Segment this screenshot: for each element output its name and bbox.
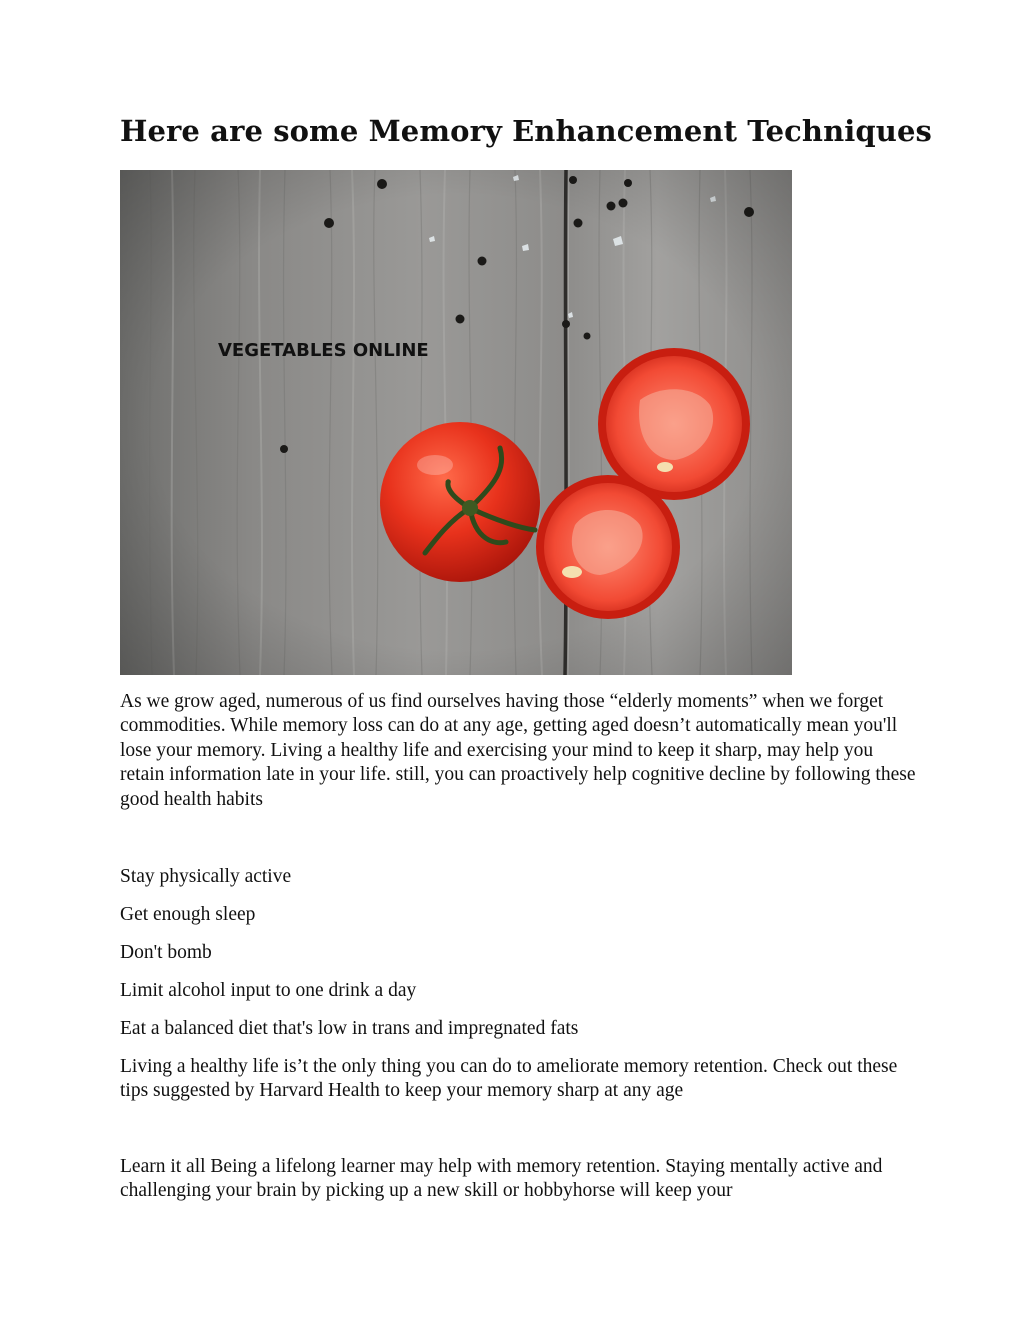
- tomatoes-photo: [120, 170, 792, 675]
- habit-item: Eat a balanced diet that's low in trans and impregnated fats: [120, 1018, 579, 1039]
- habit-item: Stay physically active: [120, 866, 292, 887]
- learn-paragraph: Learn it all Being a lifelong learner may help with memory retention. Staying mentally active and challenging your brain by picking up a new skill or hobbyhorse will keep your: [120, 1156, 883, 1202]
- intro-paragraph: As we grow aged, numerous of us find ourselves having those “elderly moments” when we forget commodities. While memory loss can do at any age, getting aged doesn’t automatically mean you'll lose your memory. Living a healthy life and exercising your mind to keep it sharp, may help you retain information late in your life. still, you can proactively help cognitive decline by following these good health habits: [120, 691, 916, 810]
- harvard-paragraph: Living a healthy life is’t the only thing you can do to ameliorate memory retention. Check out these tips suggested by Harvard Health to keep your memory sharp at any age: [120, 1056, 898, 1102]
- habit-item: Get enough sleep: [120, 904, 256, 925]
- habit-item: Don't bomb: [120, 942, 212, 963]
- habit-item: Limit alcohol input to one drink a day: [120, 980, 417, 1001]
- page-title: Here are some Memory Enhancement Techniques: [120, 114, 932, 148]
